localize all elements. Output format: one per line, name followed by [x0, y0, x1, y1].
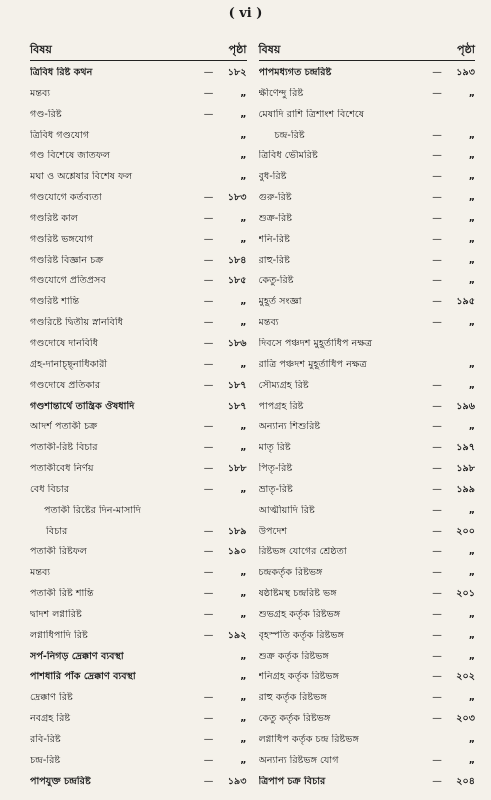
- toc-entry: [259, 755, 476, 767]
- leader-dash: —: [203, 67, 214, 78]
- entry-title: বিচার: [46, 525, 68, 537]
- toc-entry: [30, 67, 247, 79]
- entry-page: „: [240, 650, 247, 662]
- entry-page: „: [240, 442, 247, 454]
- entry-title: মাতৃ রিষ্ট: [258, 442, 291, 454]
- entry-page: „: [468, 379, 475, 391]
- entry-title: ত্রিবিধ গণ্ডযোগ: [30, 129, 90, 141]
- left-entries: [30, 61, 247, 788]
- toc-entry: [259, 463, 476, 475]
- entry-page: „: [240, 713, 247, 725]
- toc-entry: [30, 567, 247, 579]
- entry-title: সৌম্যগ্রহ রিষ্ট: [258, 379, 309, 391]
- leader-dash: —: [432, 150, 442, 162]
- toc-entry: [30, 255, 247, 267]
- entry-page: „: [468, 254, 475, 266]
- leader-dash: —: [432, 567, 442, 579]
- entry-title: মেষাদি রাশি ত্রিশাংশ বিশেষে: [258, 108, 365, 120]
- entry-page: „: [468, 87, 475, 99]
- page-header: পৃষ্ঠা: [228, 43, 247, 56]
- entry-title: গ্রহ-দানাচ্ছ্নাধিকারী: [30, 358, 108, 370]
- toc-entry: [259, 213, 476, 225]
- entry-page: „: [468, 421, 475, 433]
- entry-title: পতাকী রিষ্ট শান্তি: [30, 588, 94, 600]
- entry-title: পতাকী রিষ্টফল: [30, 546, 87, 558]
- entry-page: ১৯২: [227, 629, 247, 641]
- toc-entry: [30, 234, 247, 246]
- toc-entry: [259, 630, 476, 642]
- leader-dash: —: [432, 129, 442, 141]
- entry-title: শুক্র কর্তৃক রিষ্টভঙ্গ: [258, 650, 329, 662]
- leader-dash: —: [432, 442, 442, 454]
- entry-page: „: [468, 650, 475, 662]
- entry-page: ১৯৩: [456, 67, 475, 78]
- toc-entry: [30, 213, 247, 225]
- entry-title: রাত্রি পঞ্চদশ মুহূর্তাধিপ নক্ষত্র: [258, 358, 367, 370]
- entry-title: ক্ষীণেন্দু রিষ্ট: [258, 87, 304, 99]
- leader-dash: —: [203, 296, 214, 308]
- toc-entry: [30, 338, 247, 350]
- leader-dash: —: [432, 192, 442, 204]
- leader-dash: —: [432, 233, 442, 245]
- entry-title: পাপমধ্যগত চন্দ্ররিষ্ট: [258, 67, 332, 78]
- page-number: ( vi ): [228, 6, 263, 21]
- entry-title: গণ্ডযোগে কর্তব্যতা: [30, 192, 102, 204]
- leader-dash: —: [432, 713, 442, 725]
- toc-entry: [30, 130, 247, 142]
- entry-page: „: [468, 317, 475, 329]
- entry-title: গণ্ডশান্তার্থে তান্ত্রিক ঔষধাদি: [30, 400, 135, 412]
- entry-page: „: [240, 608, 247, 620]
- leader-dash: —: [432, 87, 442, 99]
- entry-page: „: [468, 567, 475, 579]
- entry-page: „: [240, 692, 247, 704]
- toc-entry: [30, 88, 247, 100]
- toc-entry: [30, 671, 247, 683]
- entry-page: ২০১: [456, 588, 475, 600]
- entry-title: গণ্ডরিষ্ট বিজ্ঞান চক্র: [30, 254, 104, 266]
- leader-dash: —: [203, 483, 214, 495]
- entry-page: „: [240, 212, 247, 224]
- entry-title: মন্তব্য: [258, 317, 279, 329]
- entry-title: রাহু কর্তৃক রিষ্টভঙ্গ: [258, 692, 327, 704]
- entry-page: „: [240, 754, 247, 766]
- entry-page: „: [240, 483, 247, 495]
- toc-entry: [259, 776, 476, 788]
- entry-page: „: [240, 421, 247, 433]
- entry-title: শুভগ্রহ কর্তৃক রিষ্টভঙ্গ: [258, 608, 341, 620]
- toc-entry: [259, 317, 476, 329]
- toc-entry: [259, 546, 476, 558]
- entry-title: গণ্ডদোষে দানবিধি: [30, 337, 99, 349]
- toc-entry: [30, 630, 247, 642]
- leader-dash: —: [432, 546, 442, 558]
- leader-dash: —: [203, 608, 214, 620]
- toc-entry: [30, 734, 247, 746]
- entry-page: ১৯৬: [456, 400, 475, 412]
- toc-entry: [259, 67, 476, 79]
- leader-dash: —: [203, 546, 214, 558]
- entry-page: ১৮২: [227, 67, 247, 78]
- entry-page: „: [468, 629, 475, 641]
- entry-page: „: [468, 608, 475, 620]
- entry-title: কেতু-রিষ্ট: [258, 275, 294, 287]
- entry-page: „: [240, 108, 247, 120]
- leader-dash: —: [203, 337, 214, 349]
- toc-entry: [259, 88, 476, 100]
- leader-dash: —: [203, 421, 214, 433]
- entry-title: ত্রিবিধ ভৌমরিষ্ট: [258, 150, 318, 162]
- entry-title: গুরু-রিষ্ট: [258, 192, 292, 204]
- entry-title: পাপযুক্ত চন্দ্ররিষ্ট: [30, 775, 91, 787]
- leader-dash: —: [432, 754, 442, 766]
- leader-dash: —: [432, 588, 442, 600]
- toc-entry: [259, 442, 476, 454]
- leader-dash: —: [432, 171, 442, 183]
- entry-title: ষষ্ঠাষ্টমস্থ চন্দ্ররিষ্ট ভঙ্গ: [258, 588, 337, 600]
- toc-entry: [259, 338, 476, 350]
- entry-page: ২০৪: [456, 775, 475, 787]
- right-column-header: [259, 38, 476, 61]
- entry-page: „: [468, 504, 475, 516]
- leader-dash: —: [203, 379, 214, 391]
- entry-page: „: [240, 567, 247, 579]
- entry-page: „: [468, 129, 475, 141]
- leader-dash: —: [432, 67, 442, 78]
- leader-dash: —: [203, 754, 214, 766]
- toc-entry: [30, 588, 247, 600]
- entry-title: লগ্নাধিপাদি রিষ্ট: [30, 629, 88, 641]
- leader-dash: —: [432, 379, 442, 391]
- entry-title: গণ্ডদোষে প্রতিকার: [30, 379, 101, 391]
- entry-page: ১৮৫: [227, 275, 247, 287]
- entry-title: রাহু-রিষ্ট: [258, 254, 290, 266]
- leader-dash: —: [203, 775, 214, 787]
- leader-dash: —: [203, 629, 214, 641]
- entry-page: ১৯৩: [227, 775, 247, 787]
- right-entries: [259, 61, 476, 788]
- entry-title: রবি-রিষ্ট: [30, 734, 61, 745]
- leader-dash: —: [432, 275, 442, 287]
- entry-title: মুহূর্ত সংজ্ঞা: [258, 296, 302, 308]
- entry-title: কেতু কর্তৃক রিষ্টভঙ্গ: [258, 713, 331, 725]
- entry-title: লগ্নাধিপ কর্তৃক চন্দ্র রিষ্টভঙ্গ: [258, 734, 359, 745]
- leader-dash: —: [203, 588, 214, 600]
- entry-title: গণ্ডরিষ্টে দ্বিতীয় স্নানবিধি: [30, 317, 123, 329]
- entry-page: ১৯০: [227, 546, 247, 558]
- entry-title: বৃহস্পতি কর্তৃক রিষ্টভঙ্গ: [258, 629, 344, 641]
- entry-page: „: [240, 150, 247, 162]
- entry-title: আত্মীয়াদি রিষ্ট: [258, 504, 315, 516]
- leader-dash: —: [432, 317, 442, 329]
- leader-dash: —: [432, 400, 442, 412]
- toc-entry: [259, 401, 476, 413]
- toc-entry: [30, 317, 247, 329]
- entry-page: ২০০: [456, 525, 475, 537]
- entry-page: „: [468, 546, 475, 558]
- toc-entry: [30, 484, 247, 496]
- entry-page: ১৮৩: [227, 192, 247, 204]
- entry-title: পিতৃ-রিষ্ট: [258, 463, 293, 475]
- entry-page: „: [468, 692, 475, 704]
- toc-entry: [259, 109, 476, 121]
- entry-page: „: [468, 192, 475, 204]
- entry-page: „: [468, 233, 475, 245]
- toc-entry: [30, 275, 247, 287]
- entry-page: ১৮৭: [227, 400, 247, 412]
- toc-entry: [259, 192, 476, 204]
- entry-title: অন্যান্য শিশুরিষ্ট: [258, 421, 321, 433]
- leader-dash: —: [203, 567, 214, 579]
- entry-page: „: [240, 734, 247, 745]
- toc-entry: [259, 255, 476, 267]
- entry-title: আদর্শ পতাকী চক্র: [30, 421, 98, 433]
- toc-entry: [259, 671, 476, 683]
- leader-dash: —: [203, 254, 214, 266]
- subject-header: বিষয়: [30, 43, 52, 56]
- entry-title: শনি-রিষ্ট: [258, 233, 290, 245]
- subject-header: বিষয়: [258, 43, 281, 56]
- leader-dash: —: [203, 87, 214, 99]
- entry-title: পতাকীবেধ নির্ণয়: [30, 463, 94, 475]
- entry-page: ১৯৯: [456, 483, 475, 495]
- toc-entry: [259, 505, 476, 517]
- entry-page: ১৮৪: [227, 254, 247, 266]
- entry-page: „: [240, 588, 247, 600]
- entry-title: ত্রিবিধ রিষ্ট কথন: [30, 67, 93, 78]
- entry-page: „: [240, 671, 247, 683]
- entry-title: পতাকী রিষ্টের দিন-মাসাদি: [44, 504, 141, 516]
- toc-entry: [30, 546, 247, 558]
- leader-dash: —: [432, 483, 442, 495]
- toc-entry: [30, 526, 247, 538]
- leader-dash: —: [432, 692, 442, 704]
- entry-title: নবগ্রহ রিষ্ট: [30, 713, 71, 725]
- entry-title: রিষ্টভঙ্গ যোগের শ্রেষ্ঠতা: [258, 546, 347, 558]
- entry-title: মন্তব্য: [30, 87, 51, 99]
- leader-dash: —: [432, 463, 442, 475]
- leader-dash: —: [432, 296, 442, 308]
- toc-entry: [259, 234, 476, 246]
- leader-dash: —: [203, 108, 214, 120]
- toc-entry: [30, 442, 247, 454]
- entry-page: „: [468, 150, 475, 162]
- entry-title: গণ্ড বিশেষে জাতফল: [30, 150, 111, 162]
- entry-title: গণ্ডরিষ্ট ভঙ্গযোগ: [30, 233, 94, 245]
- leader-dash: —: [203, 692, 214, 704]
- entry-title: গণ্ডরিষ্ট কাল: [30, 212, 78, 224]
- entry-title: মঘা ও অশ্লেষার বিশেষ ফল: [30, 171, 133, 183]
- leader-dash: —: [432, 650, 442, 662]
- leader-dash: —: [432, 775, 442, 787]
- entry-page: ১৮৭: [227, 379, 247, 391]
- entry-page: ২০২: [456, 671, 475, 683]
- entry-title: চন্দ্র-রিষ্ট: [30, 754, 61, 766]
- toc-entry: [259, 526, 476, 538]
- toc-entry: [30, 380, 247, 392]
- entry-page: ১৮৬: [227, 337, 247, 349]
- toc-entry: [259, 484, 476, 496]
- toc-entry: [259, 567, 476, 579]
- entry-title: গণ্ডরিষ্ট শান্তি: [30, 296, 80, 308]
- entry-title: চন্দ্র-রিষ্ট: [274, 129, 305, 141]
- leader-dash: —: [432, 629, 442, 641]
- toc-entry: [30, 713, 247, 725]
- entry-page: ১৯৭: [456, 442, 475, 454]
- toc-entry: [30, 463, 247, 475]
- entry-page: ১৯৮: [456, 463, 475, 475]
- leader-dash: —: [203, 463, 214, 475]
- entry-title: বেধ বিচার: [30, 483, 69, 495]
- entry-title: চন্দ্রকর্তৃক রিষ্টভঙ্গ: [258, 567, 323, 579]
- leader-dash: —: [432, 504, 442, 516]
- toc-entry: [259, 130, 476, 142]
- leader-dash: —: [432, 212, 442, 224]
- contents-table: [30, 38, 475, 788]
- entry-page: „: [468, 754, 475, 766]
- entry-title: শনিগ্রহ কর্তৃক রিষ্টভঙ্গ: [258, 671, 339, 683]
- toc-entry: [259, 588, 476, 600]
- entry-page: „: [240, 129, 247, 141]
- toc-entry: [259, 651, 476, 663]
- toc-entry: [259, 296, 476, 308]
- entry-title: গণ্ড-রিষ্ট: [30, 108, 62, 120]
- entry-page: „: [468, 171, 475, 183]
- toc-entry: [30, 192, 247, 204]
- toc-entry: [259, 713, 476, 725]
- toc-entry: [30, 505, 247, 517]
- entry-title: গণ্ডযোগে প্রতিপ্রসব: [30, 275, 106, 287]
- entry-page: „: [240, 171, 247, 183]
- toc-entry: [30, 171, 247, 183]
- entry-title: অন্যান্য রিষ্টভঙ্গ যোগ: [258, 754, 339, 766]
- entry-title: দ্বাদশ লগ্নারিষ্ট: [30, 608, 82, 620]
- leader-dash: —: [203, 734, 214, 745]
- entry-title: উপদেশ: [258, 525, 288, 537]
- right-column: [253, 38, 476, 788]
- leader-dash: —: [432, 671, 442, 683]
- left-column-header: [30, 38, 247, 61]
- entry-title: পতাকী-রিষ্ট বিচার: [30, 442, 98, 454]
- entry-page: „: [240, 317, 247, 329]
- toc-entry: [259, 150, 476, 162]
- leader-dash: —: [203, 317, 214, 329]
- toc-entry: [259, 692, 476, 704]
- entry-page: ১৯৫: [456, 296, 475, 308]
- toc-entry: [259, 275, 476, 287]
- leader-dash: —: [203, 442, 214, 454]
- entry-page: „: [240, 358, 247, 370]
- toc-entry: [259, 609, 476, 621]
- entry-page: „: [240, 87, 247, 99]
- entry-title: পাপগ্রহ রিষ্ট: [258, 400, 304, 412]
- entry-title: দ্রেক্কাণ রিষ্ট: [30, 692, 73, 704]
- toc-entry: [259, 734, 476, 746]
- toc-entry: [259, 421, 476, 433]
- entry-title: ত্রিপাপ চক্র বিচার: [258, 775, 326, 787]
- entry-page: ১৮৮: [227, 463, 247, 475]
- entry-page: „: [468, 358, 475, 370]
- entry-page: „: [468, 734, 475, 745]
- leader-dash: —: [203, 713, 214, 725]
- page-header: পৃষ্ঠা: [457, 43, 475, 56]
- toc-entry: [30, 692, 247, 704]
- entry-title: ভ্রাতৃ-রিষ্ট: [258, 483, 293, 495]
- toc-entry: [30, 359, 247, 371]
- toc-entry: [259, 359, 476, 371]
- leader-dash: —: [432, 421, 442, 433]
- toc-entry: [30, 776, 247, 788]
- entry-title: সর্প-নিগড় দ্রেক্কাণ ব্যবস্থা: [30, 650, 124, 662]
- toc-entry: [30, 296, 247, 308]
- toc-entry: [30, 401, 247, 413]
- entry-title: শুক্র-রিষ্ট: [258, 212, 293, 224]
- leader-dash: —: [203, 525, 214, 537]
- leader-dash: —: [203, 212, 214, 224]
- leader-dash: —: [432, 254, 442, 266]
- entry-page: „: [468, 275, 475, 287]
- entry-page: ২০৩: [456, 713, 475, 725]
- entry-title: বুধ-রিষ্ট: [258, 171, 287, 183]
- entry-title: পাশধারি পাঁক দ্রেক্কাণ ব্যবস্থা: [30, 671, 136, 683]
- entry-page: „: [240, 233, 247, 245]
- entry-page: „: [468, 212, 475, 224]
- toc-entry: [30, 150, 247, 162]
- toc-entry: [30, 651, 247, 663]
- toc-entry: [30, 421, 247, 433]
- leader-dash: —: [432, 525, 442, 537]
- entry-title: দিবসে পঞ্চদশ মুহূর্তাধিপ নক্ষত্র: [258, 337, 373, 349]
- leader-dash: —: [203, 358, 214, 370]
- toc-entry: [30, 609, 247, 621]
- entry-title: মন্তব্য: [30, 567, 51, 579]
- left-column: [30, 38, 253, 788]
- toc-entry: [30, 109, 247, 121]
- leader-dash: —: [203, 275, 214, 287]
- leader-dash: —: [203, 233, 214, 245]
- leader-dash: —: [432, 608, 442, 620]
- entry-page: ১৮৯: [227, 525, 247, 537]
- toc-entry: [259, 380, 476, 392]
- toc-entry: [259, 171, 476, 183]
- toc-entry: [30, 755, 247, 767]
- entry-page: „: [240, 296, 247, 308]
- leader-dash: —: [203, 192, 214, 204]
